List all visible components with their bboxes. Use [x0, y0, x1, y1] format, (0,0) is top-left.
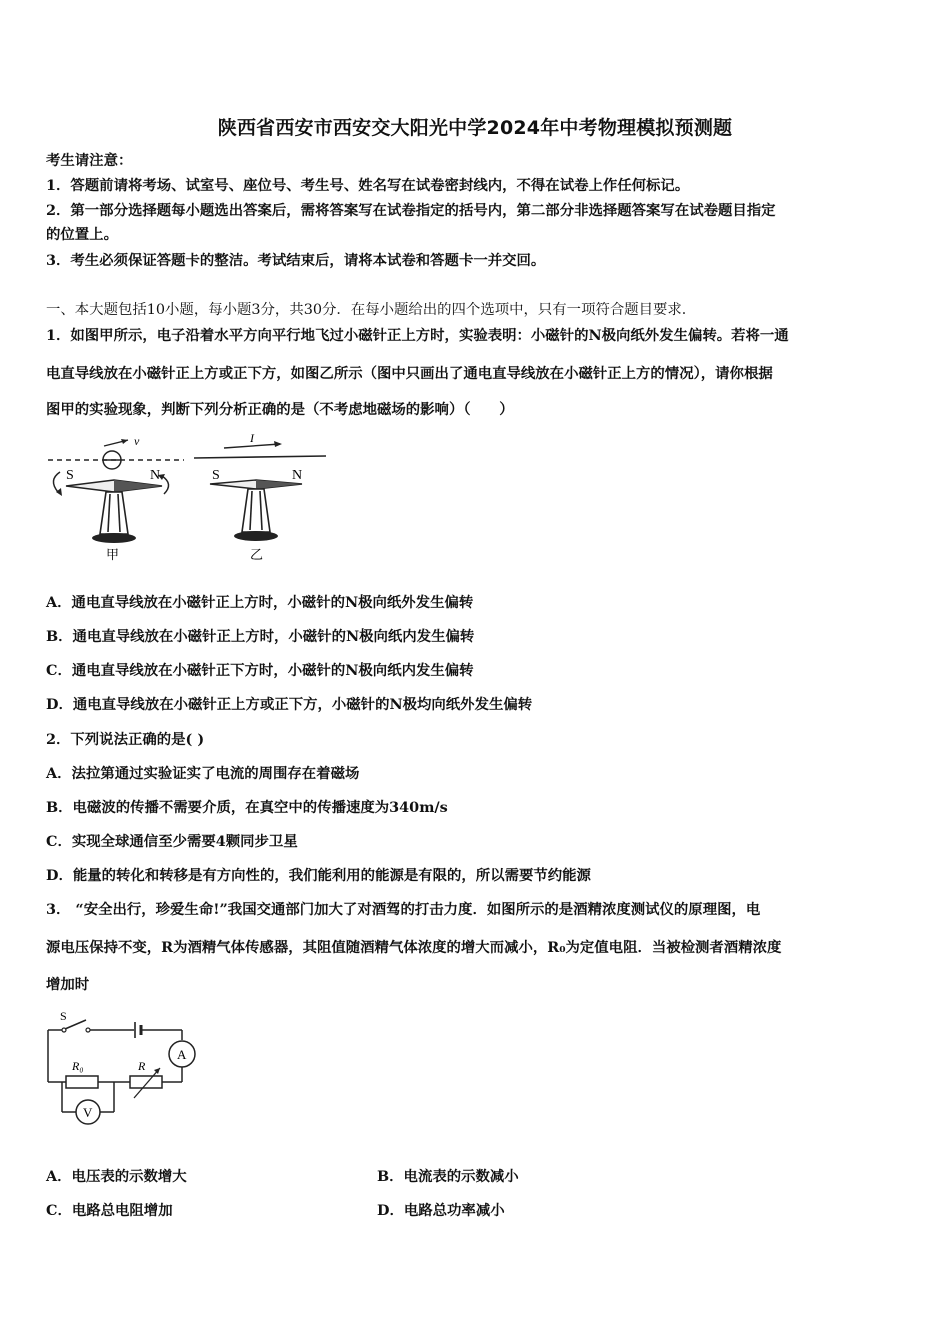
current-label: I: [250, 432, 254, 445]
page-title: 陕西省西安市西安交大阳光中学2024年中考物理模拟预测题: [217, 117, 733, 139]
q1-stem-line: 1．如图甲所示，电子沿着水平方向平行地飞过小磁针正上方时，实验表明：小磁针的N极向纸外发生偏转。若将一通: [46, 327, 789, 344]
voltmeter-label: V: [83, 1105, 93, 1120]
current-wire: [194, 456, 326, 458]
q2-option-c: C．实现全球通信至少需要4颗同步卫星: [46, 833, 298, 850]
q1-option-b: B．通电直导线放在小磁针正上方时，小磁针的N极向纸内发生偏转: [46, 628, 475, 645]
q2-option-a: A．法拉第通过实验证实了电流的周围存在着磁场: [46, 765, 360, 782]
q1-figure: [44, 432, 334, 572]
notice-item: 3．考生必须保证答题卡的整洁。考试结束后，请将本试卷和答题卡一并交回。: [46, 252, 546, 269]
south-label: S: [212, 468, 220, 483]
q1-stem-line: 图甲的实验现象，判断下列分析正确的是（不考虑地磁场的影响）（ ）: [46, 401, 514, 418]
notice-item: 的位置上。: [46, 226, 118, 243]
fixed-resistor: [66, 1076, 98, 1088]
q3-stem-line: 源电压保持不变，R为酒精气体传感器，其阻值随酒精气体浓度的增大而减小，R₀为定值电阻．当被检测者酒精浓度: [46, 939, 782, 956]
compass-stand: [100, 492, 128, 534]
q3-stem-line: 增加时: [46, 976, 90, 993]
q3-circuit-figure: [42, 1006, 212, 1136]
q2-option-b: B．电磁波的传播不需要介质，在真空中的传播速度为340m/s: [46, 799, 448, 816]
notice-heading: 考生请注意：: [46, 152, 133, 169]
section-heading: 一、本大题包括10小题，每小题3分，共30分．在每小题给出的四个选项中，只有一项符合题目要求．: [46, 302, 697, 318]
q1-option-d: D．通电直导线放在小磁针正上方或正下方，小磁针的N极均向纸外发生偏转: [46, 696, 533, 713]
north-label: N: [292, 468, 303, 483]
sensor-resistor: [130, 1076, 162, 1088]
q3-option-b: B．电流表的示数减小: [377, 1168, 519, 1185]
switch: [65, 1020, 86, 1029]
figure-jia-label: 甲: [106, 547, 120, 562]
q3-stem-line: 3． “安全出行，珍爱生命!”我国交通部门加大了对酒驾的打击力度．如图所示的是酒精浓度测试仪的原理图，电: [46, 901, 761, 918]
q3-option-c: C．电路总电阻增加: [46, 1202, 173, 1219]
north-label: N: [150, 468, 161, 483]
figure-yi-label: 乙: [250, 547, 264, 562]
sensor-resistor-label: R: [138, 1059, 146, 1073]
q3-option-a: A．电压表的示数增大: [46, 1168, 187, 1185]
notice-item: 1．答题前请将考场、试室号、座位号、考生号、姓名写在试卷密封线内，不得在试卷上作任何标记。: [46, 177, 690, 194]
notice-item: 2．第一部分选择题每小题选出答案后，需将答案写在试卷指定的括号内，第二部分非选择题答案写在试卷题目指定: [46, 202, 776, 219]
fixed-resistor-label: R₀: [72, 1059, 84, 1073]
velocity-label: v: [134, 434, 140, 448]
q2-stem: 2．下列说法正确的是( ): [46, 731, 205, 748]
compass-stand: [242, 489, 270, 532]
q1-stem-line: 电直导线放在小磁针正上方或正下方，如图乙所示（图中只画出了通电直导线放在小磁针正上方的情况），请你根据: [46, 365, 773, 382]
switch-label: S: [60, 1009, 67, 1023]
q1-option-a: A．通电直导线放在小磁针正上方时，小磁针的N极向纸外发生偏转: [46, 594, 474, 611]
ammeter-label: A: [177, 1047, 187, 1062]
south-label: S: [66, 468, 74, 483]
q1-option-c: C．通电直导线放在小磁针正下方时，小磁针的N极向纸内发生偏转: [46, 662, 474, 679]
q3-option-d: D．电路总功率减小: [377, 1202, 505, 1219]
q2-option-d: D．能量的转化和转移是有方向性的，我们能利用的能源是有限的，所以需要节约能源: [46, 867, 591, 884]
